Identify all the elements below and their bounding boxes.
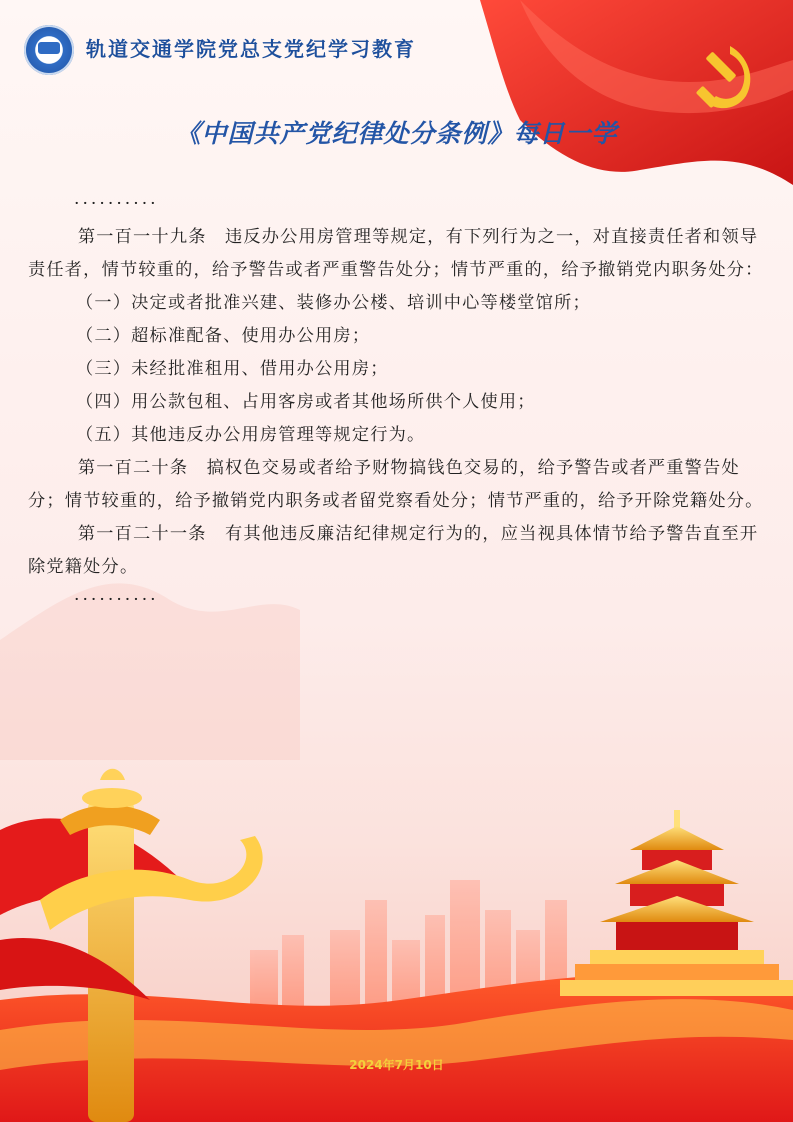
list-item: （二）超标准配备、使用办公用房； (76, 326, 371, 346)
list-item: （五）其他违反办公用房管理等规定行为。 (76, 425, 426, 445)
article-121: 第一百二十一条 有其他违反廉洁纪律规定行为的，应当视具体情节给予警告直至开除党籍处分。 (28, 524, 759, 577)
ellipsis-bottom: ·········· (74, 590, 159, 610)
list-item: （一）决定或者批准兴建、装修办公楼、培训中心等楼堂馆所； (76, 293, 591, 313)
list-item: （三）未经批准租用、借用办公用房； (76, 359, 389, 379)
train-icon (38, 42, 60, 54)
footer-date: 2024年7月10日 (349, 1058, 444, 1072)
document-body (28, 188, 768, 617)
temple-of-heaven (560, 810, 793, 996)
article-119: 第一百一十九条 违反办公用房管理等规定，有下列行为之一，对直接责任者和领导责任者，情节较重的，给予警告或者严重警告处分；情节严重的，给予撤销党内职务处分： (28, 227, 764, 280)
ellipsis-top: ·········· (74, 194, 159, 214)
list-item: （四）用公款包租、占用客房或者其他场所供个人使用； (76, 392, 536, 412)
university-logo (24, 25, 74, 75)
document-subtitle: 《中国共产党纪律处分条例》每日一学 (175, 119, 618, 148)
header-title: 轨道交通学院党总支党纪学习教育 (86, 37, 416, 61)
article-120: 第一百二十条 搞权色交易或者给予财物搞钱色交易的，给予警告或者严重警告处分；情节较重的，给予撤销党内职务或者留党察看处分；情节严重的，给予开除党籍处分。 (28, 458, 764, 511)
